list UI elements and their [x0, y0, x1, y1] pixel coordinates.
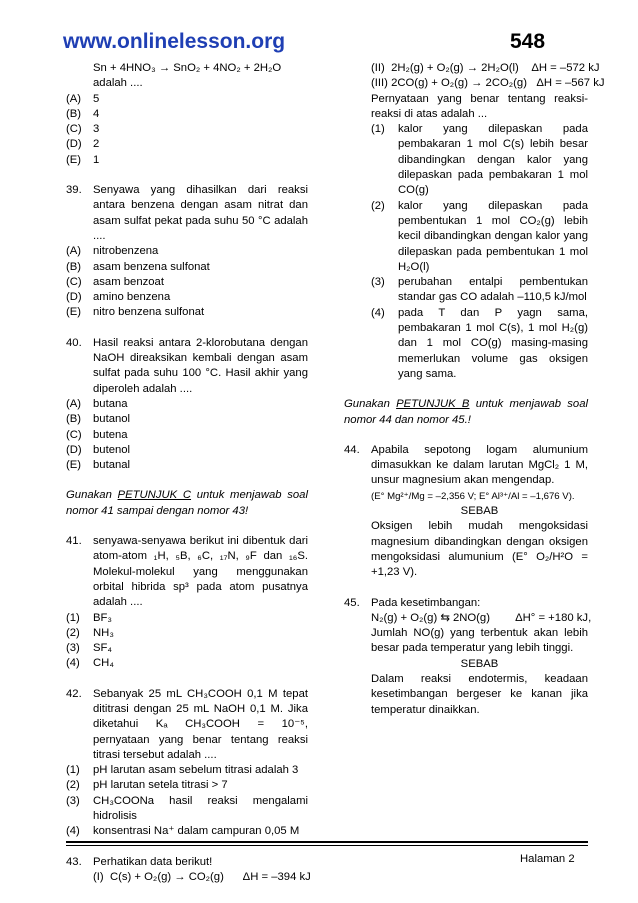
option-label: (1)	[371, 123, 385, 136]
option-text: butena	[93, 428, 128, 441]
option-label: (B)	[66, 260, 82, 273]
q43-reaction-3: (III) 2CO(g) + O₂(g) → 2CO₂(g) ΔH = –567 kJ	[371, 77, 605, 90]
option-label: (D)	[66, 138, 82, 151]
option-text: kalor yang dilepaskan pada pembentukan 1 mol CO₂(g) lebih kecil dibandingkan dengan kalor yang dilepaskan pada pembentukan 1 mol H₂O(l)	[398, 199, 588, 273]
q43-lead: Pernyataan yang benar tentang reaksi-reaksi di atas adalah ...	[371, 92, 588, 120]
option-label: (E)	[66, 459, 82, 472]
question-number: 44.	[344, 443, 360, 456]
instruction-text: untuk menjawab soal nomor 41 sampai dengan nomor 43!	[66, 489, 308, 517]
question-42	[66, 687, 308, 763]
q44-data: (E° Mg²⁺/Mg = –2,356 V; E° Al³⁺/Al = –1,676 V).	[371, 490, 575, 502]
question-stem: Perhatikan data berikut!	[93, 855, 213, 868]
option-text: CH₄	[93, 657, 114, 670]
left-column	[66, 61, 311, 885]
instruction-key: PETUNJUK C	[117, 489, 192, 502]
q43-reaction-1: (I) C(s) + O₂(g) → CO₂(g) ΔH = –394 kJ	[93, 870, 311, 883]
option-text: 2	[93, 138, 100, 151]
option-label: (4)	[371, 306, 385, 319]
answer-option	[66, 626, 308, 641]
page-number: 548	[510, 30, 546, 53]
answer-option	[66, 153, 308, 168]
q45-sebab: SEBAB	[460, 657, 499, 670]
option-label: (2)	[66, 626, 80, 639]
option-label: (2)	[371, 199, 385, 212]
option-text: butanal	[93, 459, 131, 472]
q43-reaction-2: (II) 2H₂(g) + O₂(g) → 2H₂O(l) ΔH = –572 kJ	[371, 62, 600, 74]
option-label: (C)	[66, 123, 82, 136]
option-label: (C)	[66, 275, 82, 288]
answer-option	[66, 428, 308, 443]
question-stem: Pada kesetimbangan:	[371, 596, 481, 609]
answer-option	[66, 656, 308, 671]
option-label: (4)	[66, 657, 80, 670]
question-number: 43.	[66, 855, 82, 868]
question-stem: Sebanyak 25 mL CH₃COOH 0,1 M tepat dititrasi dengan 25 mL NaOH 0,1 M. Jika diketahui Kₐ CH₃COOH = 10⁻⁵, pernyataan yang benar tentang reaksi titrasi tersebut adalah ....	[93, 687, 308, 761]
question-number: 40.	[66, 336, 82, 349]
option-label: (3)	[66, 794, 80, 807]
option-text: kalor yang dilepaskan pada pembakaran 1 mol C(s) lebih besar dibandingkan dengan kalor yang dilepaskan pada pembakaran 1 mol CO(g)	[398, 123, 588, 197]
option-label: (D)	[66, 291, 82, 304]
footer-rule-thin	[66, 845, 588, 846]
option-label: (3)	[371, 276, 385, 289]
answer-option	[66, 778, 308, 793]
option-label: (B)	[66, 413, 82, 426]
q40-options	[66, 397, 308, 473]
option-text: butenol	[93, 443, 131, 456]
q43-statements	[344, 122, 588, 382]
answer-option	[66, 244, 308, 259]
answer-option	[66, 458, 308, 473]
q45-continuation: Jumlah NO(g) yang terbentuk akan lebih besar pada temperatur yang lebih tinggi.	[371, 627, 588, 655]
q44-reason: Oksigen lebih mudah mengoksidasi magnesium dibandingkan dengan oksigen mengoksidasi alumunium (E° O₂/H²O = +1,23 V).	[371, 520, 588, 579]
option-label: (D)	[66, 443, 82, 456]
question-number: 41.	[66, 535, 82, 548]
q42-options	[66, 763, 308, 839]
answer-option	[66, 137, 308, 152]
answer-option	[66, 443, 308, 458]
footer-rule	[66, 841, 588, 843]
instruction-key: PETUNJUK B	[396, 398, 470, 411]
q44-sebab: SEBAB	[460, 505, 499, 518]
q38-options	[66, 92, 308, 168]
option-label: (E)	[66, 306, 82, 319]
answer-option	[66, 92, 308, 107]
answer-option	[66, 275, 308, 290]
option-label: (B)	[66, 107, 82, 120]
site-url: www.onlinelesson.org	[63, 30, 286, 53]
option-text: butanol	[93, 413, 131, 426]
question-stem: Apabila sepotong logam alumunium dimasukkan ke dalam larutan MgCl₂ 1 M, unsur magnesium akan mengendap.	[371, 443, 588, 487]
q38-stem: adalah ....	[93, 77, 143, 90]
answer-option	[66, 397, 308, 412]
question-39	[66, 183, 308, 244]
option-text: 4	[93, 107, 100, 120]
option-text: 5	[93, 92, 100, 105]
option-label: (E)	[66, 153, 82, 166]
question-stem: Hasil reaksi antara 2-klorobutana dengan NaOH direaksikan kembali dengan asam sulfat pada suhu 100 °C. Hasil akhir yang diperoleh adalah ....	[93, 336, 308, 395]
question-number: 42.	[66, 687, 82, 700]
answer-option	[66, 107, 308, 122]
option-text: pada T dan P yagn sama, pembakaran 1 mol C(s), 1 mol H₂(g) dan 1 mol CO(g) masing-masing memerlukan volume gas oksigen yang sama.	[398, 306, 588, 380]
answer-option	[371, 199, 588, 275]
answer-option	[66, 641, 308, 656]
option-text: pH larutan asam sebelum titrasi adalah 3	[93, 764, 299, 777]
answer-option	[66, 412, 308, 427]
option-text: nitro benzena sulfonat	[93, 306, 205, 319]
answer-option	[66, 824, 308, 839]
instruction-text: untuk menjawab soal nomor 44 dan nomor 45.!	[344, 398, 588, 426]
question-43	[66, 855, 308, 870]
footer-page-label: Halaman 2	[520, 853, 575, 865]
option-label: (4)	[66, 825, 80, 838]
option-text: perubahan entalpi pembentukan standar gas CO adalah –110,5 kJ/mol	[398, 276, 588, 304]
option-label: (1)	[66, 764, 80, 777]
q43-options	[344, 122, 588, 382]
option-text: 3	[93, 123, 100, 136]
answer-option	[66, 794, 308, 825]
option-label: (2)	[66, 779, 80, 792]
option-text: konsentrasi Na⁺ dalam campuran 0,05 M	[93, 825, 300, 838]
option-text: BF₃	[93, 611, 113, 624]
option-label: (C)	[66, 428, 82, 441]
option-text: nitrobenzena	[93, 245, 159, 258]
answer-option	[66, 122, 308, 137]
question-45	[344, 596, 588, 611]
answer-option	[66, 763, 308, 778]
answer-option	[66, 290, 308, 305]
q41-options	[66, 611, 308, 672]
option-text: asam benzena sulfonat	[93, 260, 210, 273]
question-stem: senyawa-senyawa berikut ini dibentuk dari atom-atom ₁H, ₅B, ₆C, ₁₇N, ₉F dan ₁₆S. Molekul-molekul yang menggunakan orbital hibrida sp³ pada atom pusatnya adalah ....	[93, 535, 308, 609]
instruction-text: Gunakan	[344, 398, 397, 411]
option-text: asam benzoat	[93, 275, 164, 288]
instruction-text: Gunakan	[66, 489, 118, 502]
q38-equation: Sn + 4HNO₃ → SnO₂ + 4NO₂ + 2H₂O	[93, 62, 282, 74]
answer-option	[66, 611, 308, 626]
question-number: 39.	[66, 184, 82, 197]
option-text: NH₃	[93, 626, 114, 639]
option-label: (1)	[66, 611, 80, 624]
q39-options	[66, 244, 308, 320]
instruction-b	[344, 397, 588, 428]
option-text: amino benzena	[93, 291, 171, 304]
answer-option	[66, 260, 308, 275]
option-text: pH larutan setela titrasi > 7	[93, 779, 228, 792]
option-text: butana	[93, 397, 128, 410]
option-text: CH₃COONa hasil reaksi mengalami hidrolisis	[93, 794, 308, 823]
question-41	[66, 534, 308, 610]
option-label: (A)	[66, 245, 82, 258]
answer-option	[371, 122, 588, 198]
q45-reason: Dalam reaksi endotermis, keadaan kesetimbangan bergeser ke kanan jika temperatur dinaikkan.	[371, 672, 588, 716]
question-stem: Senyawa yang dihasilkan dari reaksi antara benzena dengan asam nitrat dan asam sulfat pekat pada suhu 50 °C adalah ....	[93, 184, 308, 242]
option-text: SF₄	[93, 642, 113, 655]
option-label: (3)	[66, 642, 80, 655]
option-text: 1	[93, 153, 100, 166]
instruction-c	[66, 488, 308, 519]
answer-option	[66, 305, 308, 320]
answer-option	[371, 306, 588, 382]
question-44	[344, 443, 588, 489]
option-label: (A)	[66, 397, 82, 410]
question-number: 45.	[344, 596, 360, 609]
right-column	[344, 61, 605, 718]
question-40	[66, 336, 308, 397]
answer-option	[371, 275, 588, 306]
option-label: (A)	[66, 92, 82, 105]
q45-equation: N₂(g) + O₂(g) ⇆ 2NO(g) ΔH° = +180 kJ,	[371, 611, 592, 624]
